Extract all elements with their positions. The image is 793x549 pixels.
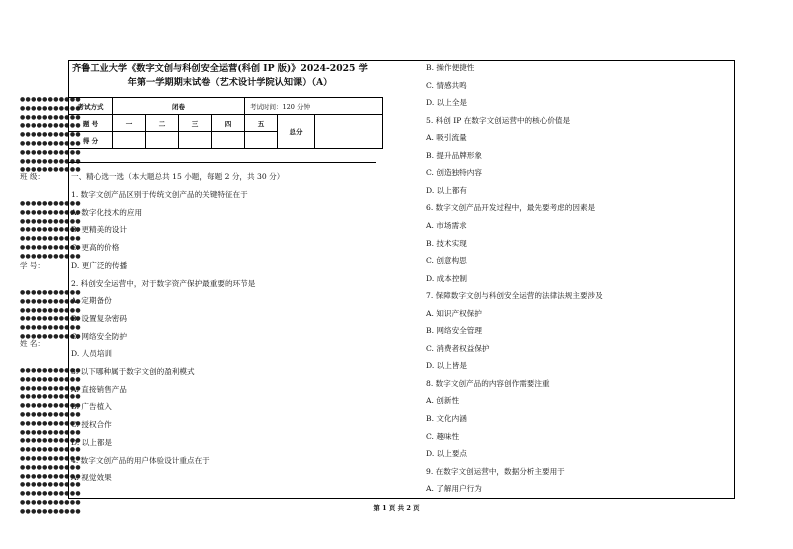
binding-dot-row: ●●●●●●●●●●● xyxy=(20,455,81,462)
answer-option[interactable]: B. 技术实现 xyxy=(426,238,467,248)
binding-dot-row: ●●●●●●●●●●● xyxy=(20,252,81,260)
binding-dot-row: ●●●●●●●●●●● xyxy=(20,428,81,436)
binding-dot-row: ●●●●●●●●●●● xyxy=(20,113,81,121)
question-col-5: 五 xyxy=(245,115,278,132)
exam-title-line1: 齐鲁工业大学《数字文创与科创安全运营(科创 IP 版)》2024-2025 学 xyxy=(72,63,368,74)
answer-option[interactable]: B. 文化内涵 xyxy=(426,414,467,423)
answer-option[interactable]: D. 以上皆是 xyxy=(426,361,468,371)
binding-dot-row: ●●●●●●●●●●● xyxy=(20,384,81,392)
binding-dot-row: ●●●●●●●●●●● xyxy=(20,463,81,471)
binding-dot-row: ●●●●●●●●●●● xyxy=(20,499,81,506)
total-label: 总分 xyxy=(278,115,315,149)
binding-dot-row: ●●●●●●●●●●● xyxy=(20,297,81,305)
answer-option[interactable]: A. 数字化技术的应用 xyxy=(71,207,143,217)
section-heading: 一、精心选一选（本大题总共 15 小题，每题 2 分，共 30 分） xyxy=(71,172,285,181)
binding-dot-row: ●●●●●●●●●●● xyxy=(20,289,81,296)
answer-option[interactable]: D. 以上都有 xyxy=(426,185,468,195)
page-footer: 第 1 页 共 2 页 xyxy=(373,504,420,512)
binding-dot-row: ●●●●●●●●●●● xyxy=(20,402,81,410)
answer-option[interactable]: D. 以上全是 xyxy=(426,98,468,108)
answer-option[interactable]: D. 成本控制 xyxy=(426,273,468,283)
score-cell-3[interactable] xyxy=(179,132,212,149)
question-stem: 4. 数字文创产品的用户体验设计重点在于 xyxy=(71,455,210,465)
binding-dot-row: ●●●●●●●●●●● xyxy=(20,315,81,323)
binding-dot-row: ●●●●●●●●●●● xyxy=(20,490,81,498)
section-divider xyxy=(68,162,376,163)
answer-option[interactable]: C. 创造独特内容 xyxy=(426,168,482,178)
class-label: 班 级： xyxy=(20,172,45,181)
question-col-1: 一 xyxy=(113,115,146,132)
binding-dot-row: ●●●●●●●●●●● xyxy=(20,507,81,515)
question-no-label: 题 号 xyxy=(69,115,113,132)
binding-dot-row: ●●●●●●●●●●● xyxy=(20,226,81,234)
score-cell-2[interactable] xyxy=(146,132,179,149)
score-table xyxy=(68,97,383,149)
answer-option[interactable]: C. 授权合作 xyxy=(71,420,112,430)
score-label: 得 分 xyxy=(69,132,113,149)
binding-dot-row: ●●●●●●●●●●● xyxy=(20,104,81,112)
binding-dot-row: ●●●●●●●●●●● xyxy=(20,122,81,130)
binding-dot-row: ●●●●●●●●●●● xyxy=(20,217,81,225)
question-stem: 6. 数字文创产品开发过程中，最先要考虑的因素是 xyxy=(426,203,596,213)
answer-option[interactable]: A. 直接销售产品 xyxy=(71,384,127,394)
answer-option[interactable]: B. 提升品牌形象 xyxy=(426,150,482,160)
question-stem: 9. 在数字文创运营中，数据分析主要用于 xyxy=(426,466,565,476)
score-cell-1[interactable] xyxy=(113,132,146,149)
answer-option[interactable]: C. 更高的价格 xyxy=(71,243,120,253)
binding-dot-row: ●●●●●●●●●●● xyxy=(20,446,81,454)
binding-dot-row: ●●●●●●●●●●● xyxy=(20,148,81,156)
binding-dot-row: ●●●●●●●●●●● xyxy=(20,96,81,103)
answer-option[interactable]: A. 吸引流量 xyxy=(426,133,467,143)
answer-option[interactable]: D. 以上都是 xyxy=(71,437,113,447)
exam-title xyxy=(72,62,382,89)
name-label: 姓 名： xyxy=(20,339,45,348)
question-col-2: 二 xyxy=(146,115,179,132)
answer-option[interactable]: C. 情感共鸣 xyxy=(426,80,467,90)
student-id-label: 学 号： xyxy=(20,261,45,270)
answer-option[interactable]: A. 市场需求 xyxy=(426,220,467,230)
binding-dot-row: ●●●●●●●●●●● xyxy=(20,244,81,251)
question-stem: 3. 以下哪种属于数字文创的盈利模式 xyxy=(71,367,195,376)
answer-option[interactable]: C. 消费者权益保护 xyxy=(426,343,490,353)
question-stem: 2. 科创安全运营中，对于数字资产保护最重要的环节是 xyxy=(71,278,256,288)
binding-dot-row: ●●●●●●●●●●● xyxy=(20,419,81,427)
answer-option[interactable]: A. 定期备份 xyxy=(71,296,112,306)
answer-option[interactable]: B. 设置复杂密码 xyxy=(71,313,127,323)
score-cell-4[interactable] xyxy=(212,132,245,149)
exam-time: 考试时间：120 分钟 xyxy=(245,98,383,115)
question-stem: 7. 保障数字文创与科创安全运营的法律法规主要涉及 xyxy=(426,291,603,301)
question-col-3: 三 xyxy=(179,115,212,132)
question-stem: 8. 数字文创产品的内容创作需要注重 xyxy=(426,378,550,388)
answer-option[interactable]: D. 更广泛的传播 xyxy=(71,260,128,270)
question-stem: 1. 数字文创产品区别于传统文创产品的关键特征在于 xyxy=(71,190,248,199)
binding-dot-row: ●●●●●●●●●●● xyxy=(20,367,81,374)
binding-dot-row: ●●●●●●●●●●● xyxy=(20,235,81,243)
total-score-cell[interactable] xyxy=(315,115,383,149)
binding-dot-row: ●●●●●●●●●●● xyxy=(20,472,81,480)
answer-option[interactable]: A. 知识产权保护 xyxy=(426,308,482,318)
exam-method-label: 考试方式 xyxy=(69,98,113,115)
answer-option[interactable]: D. 以上要点 xyxy=(426,449,468,459)
binding-dot-row: ●●●●●●●●●●● xyxy=(20,200,81,207)
binding-dot-row: ●●●●●●●●●●● xyxy=(20,481,81,489)
answer-option[interactable]: D. 人员培训 xyxy=(71,349,113,359)
answer-option[interactable]: C. 趣味性 xyxy=(426,431,460,441)
exam-method-value: 闭卷 xyxy=(113,98,245,115)
binding-dot-row: ●●●●●●●●●●● xyxy=(20,375,81,383)
binding-dot-row: ●●●●●●●●●●● xyxy=(20,437,81,445)
binding-dot-row: ●●●●●●●●●●● xyxy=(20,208,81,216)
binding-dot-row: ●●●●●●●●●●● xyxy=(20,393,81,401)
answer-option[interactable]: A. 创新性 xyxy=(426,396,460,406)
question-col-4: 四 xyxy=(212,115,245,132)
answer-option[interactable]: B. 广告植入 xyxy=(71,402,112,412)
binding-dot-row: ●●●●●●●●●●● xyxy=(20,140,81,147)
answer-option[interactable]: A. 了解用户行为 xyxy=(426,484,482,494)
answer-option[interactable]: C. 创意构思 xyxy=(426,256,467,266)
answer-option[interactable]: B. 更精美的设计 xyxy=(71,225,127,235)
answer-option[interactable]: B. 网络安全管理 xyxy=(426,326,482,336)
binding-dot-row: ●●●●●●●●●●● xyxy=(20,131,81,139)
answer-option[interactable]: A. 视觉效果 xyxy=(71,473,112,483)
binding-dot-row: ●●●●●●●●●●● xyxy=(20,333,81,340)
binding-dot-row: ●●●●●●●●●●● xyxy=(20,157,81,165)
binding-dot-row: ●●●●●●●●●●● xyxy=(20,306,81,314)
question-stem: 5. 科创 IP 在数字文创运营中的核心价值是 xyxy=(426,115,571,125)
score-cell-5[interactable] xyxy=(245,132,278,149)
binding-dot-row: ●●●●●●●●●●● xyxy=(20,166,81,174)
binding-dot-row: ●●●●●●●●●●● xyxy=(20,324,81,332)
binding-dot-row: ●●●●●●●●●●● xyxy=(20,411,81,418)
answer-option[interactable]: B. 操作便捷性 xyxy=(426,63,475,72)
exam-title-line2: 年第一学期期末试卷（艺术设计学院认知课）（A） xyxy=(127,76,333,88)
answer-option[interactable]: C. 网络安全防护 xyxy=(71,331,127,341)
